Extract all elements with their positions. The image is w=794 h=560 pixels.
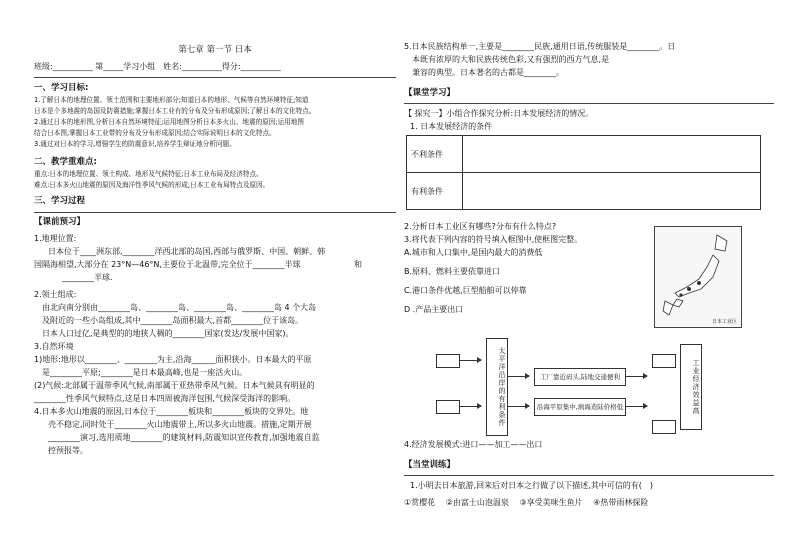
flow-box-plain: 沿海平原集中,填海造陆价格低 xyxy=(534,398,626,416)
question-line: (2)气候:北部属于温带季风气候,南部属于亚热带季风气候。日本气候具有明显的 xyxy=(34,381,315,390)
question-line: 和 xyxy=(354,260,362,269)
flow-input-box-right-top[interactable] xyxy=(652,354,676,368)
goal-line: 3.通过对日本的学习,增强学生的防震意识,培养学生辩证地分析问题。 xyxy=(34,140,236,148)
flow-arrow xyxy=(625,406,647,407)
question-line: 日本位于____洲东部,________洋西北部的岛国,西部与俄罗斯、中国、朝鲜、韩 xyxy=(48,247,326,256)
practice-question: 1.小明去日本旅游,回来后对日本之行做了以下描述,其中可信的有( ) xyxy=(410,481,653,490)
page-title: 第七章 第一节 日本 xyxy=(178,45,252,55)
explore-line: 【 探究一】小组合作探究分析:日本发展经济的情况。 xyxy=(404,109,594,118)
question-line: ________性季风气候特点,这是日本四周被海洋包围,气候深受海洋的影响。 xyxy=(34,394,296,403)
map-caption: 日本工业区 xyxy=(711,319,737,325)
goals-text xyxy=(34,95,396,150)
flow-input-box-top[interactable] xyxy=(436,354,460,368)
option-3[interactable]: ③享受美味生鱼片 xyxy=(519,498,583,507)
class-heading: 【课堂学习】 xyxy=(404,88,456,98)
question-title: 3.自然环境 xyxy=(34,342,74,351)
question-line: 1)地形:地形以________、________为主,沿海______面积狭小。日本最大的平原 xyxy=(34,355,312,364)
japan-industry-map xyxy=(654,226,742,328)
question-title: 2.领土组成: xyxy=(34,290,77,299)
goal-line: 1.了解日本的地理位置、领土范围和主要地形部分;知道日本的地形、气候等自然环境特征;知道 xyxy=(34,96,309,104)
question-line: 壳不稳定,同时处于________火山地震带上,所以多火山地震。措施,定期开展 xyxy=(48,420,312,429)
goal-line: 结合日本图,掌握日本工业带的分布及分布形成原因;结合实际说明日本的文化特点。 xyxy=(34,129,276,137)
question-line: 控预报等。 xyxy=(48,446,88,455)
table-row xyxy=(407,136,761,173)
table-row xyxy=(407,173,761,210)
question-line: 由北向南分别由________岛、________岛、________岛、________岛 4 个大岛 xyxy=(42,303,317,312)
flow-arrow xyxy=(625,376,647,377)
keypoint-line: 难点:日本多火山地震的原因及海洋性季风气候的形成;日本工业布局特点及原因。 xyxy=(34,181,270,189)
question-line: 是________平原;________是日本最高峰,也是一座活火山。 xyxy=(42,368,248,377)
flow-arrow xyxy=(507,376,529,377)
preview-heading: 【课前预习】 xyxy=(34,217,86,227)
divider xyxy=(34,77,396,78)
question-line: 日本人口过亿,是典型的的地狭人稠的________国家(发达/发展中国家)。 xyxy=(42,329,294,338)
question-line: 4.日本多火山地震的原因,日本位于________板块和________板块的交界处。地 xyxy=(34,407,309,416)
keypoint-line: 重点:日本的地理位置、领土构成、地形及气候特征;日本工业布局及经济特点。 xyxy=(34,170,263,178)
divider xyxy=(404,103,774,104)
question-line: 国隔海相望,大部分在 23°N—46°N,主要位于北温带,完全位于________半球 xyxy=(34,260,301,269)
japan-map-icon xyxy=(655,227,741,327)
flow-arrow xyxy=(507,406,529,407)
section-heading-goals: 一、学习目标: xyxy=(34,83,89,93)
table-cell-answer[interactable] xyxy=(463,136,761,173)
flow-arrow xyxy=(459,406,481,407)
option-line: D .产品主要出口 xyxy=(404,305,464,314)
question-line: 及附近的一些小岛组成,其中________岛面积最大,首都________位于该岛。 xyxy=(42,316,304,325)
conditions-table xyxy=(406,135,761,210)
table-intro: 1. 日本发展经济的条件 xyxy=(410,122,493,131)
section-heading-process: 三、学习过程 xyxy=(34,196,86,206)
question-line: 本既有浓厚的大和民族传统色彩,又有强烈的西方气息,是 xyxy=(412,55,610,64)
left-column xyxy=(34,0,396,457)
right-bottom xyxy=(404,438,774,509)
table-cell-label: 不利条件 xyxy=(407,136,463,173)
question-line: 4.经济发展模式:进口——加工——出口 xyxy=(404,440,543,449)
section-heading-keypoints: 二、教学重难点: xyxy=(34,157,97,167)
option-line: C.港口条件优越,巨型船舶可以停靠 xyxy=(404,286,527,295)
question-line: 兼容的典型。日本著名的古都是________。 xyxy=(412,68,564,77)
practice-options xyxy=(404,496,774,509)
option-1[interactable]: ①赏樱花 xyxy=(404,498,436,507)
flow-box-factory: 工厂靠近码头,陆地交通便利 xyxy=(534,368,626,386)
question-line: 5.日本民族结构单一,主要是________民族,通用日语,传统服装是________。日 xyxy=(404,42,676,51)
goal-line: 2.通过日本的地形图,分析日本自然环境特征;运用地图分析日本多火山、地震的原因;运用地图 xyxy=(34,118,304,126)
question-title: 1.地理位置: xyxy=(34,234,77,243)
divider xyxy=(34,212,396,213)
header-fields: 班级:__________ 第_____学习小组 姓名:__________得分:__________ xyxy=(34,62,281,71)
goal-line: 日本是个多地震的岛国及防震措施;掌握日本工业有的分布及分布形成原因;了解日本的文化特点。 xyxy=(34,107,316,115)
option-4[interactable]: ④热带雨林探险 xyxy=(593,498,649,507)
flow-input-box-right-bottom[interactable] xyxy=(652,420,676,434)
practice-heading: 【当堂训练】 xyxy=(404,460,456,470)
table-cell-answer[interactable] xyxy=(463,173,761,210)
question-line: ________半球. xyxy=(62,273,113,282)
flow-arrow xyxy=(459,360,481,361)
divider xyxy=(404,475,774,476)
table-cell-label: 有利条件 xyxy=(407,173,463,210)
flow-input-box-bottom[interactable] xyxy=(436,400,460,414)
question-line: ________演习,选用质地________的建筑材料,防震知识宣传教育,加强地震自监 xyxy=(48,433,320,442)
flow-box-efficiency: 工业经济效益高 xyxy=(680,344,702,430)
question-line: 2.分析日本工业区有哪些?分布有什么特点? xyxy=(404,222,557,231)
keypoints-text xyxy=(34,169,396,191)
option-line: A.城市和人口集中,是国内最大的消费低 xyxy=(404,248,543,257)
option-2[interactable]: ②由富士山泡温泉 xyxy=(445,498,509,507)
question-line: 3.将代表下列内容的符号填入框图中,使框图完整。 xyxy=(404,235,583,244)
flow-box-pacific-conditions: 太平洋沿岸的有利条件 xyxy=(486,338,508,436)
option-line: B.原料、燃料主要依靠进口 xyxy=(404,267,501,276)
